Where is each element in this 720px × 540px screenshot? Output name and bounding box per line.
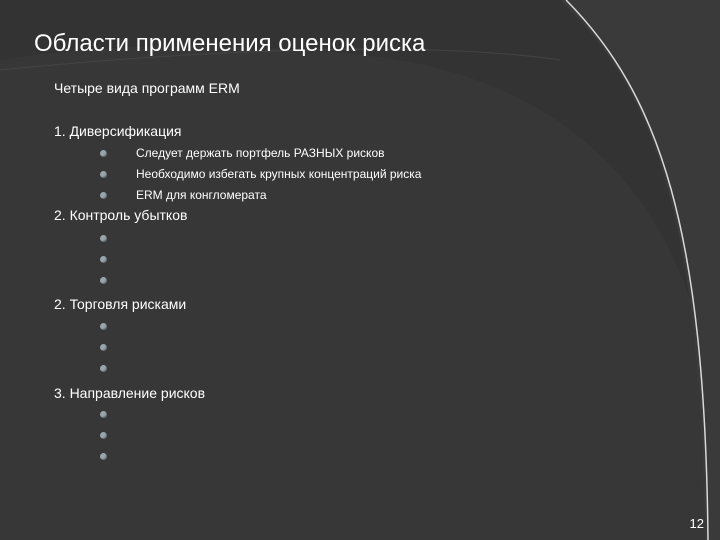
bullet-icon (100, 277, 107, 284)
bullet-icon (100, 150, 107, 157)
bullet-icon (100, 323, 107, 330)
bullet-icon (100, 256, 107, 263)
section-heading-risk-direction: 3. Направление рисков (54, 385, 206, 401)
bullet-icon (100, 192, 107, 199)
bullet-icon (100, 171, 107, 178)
bullet-icon (100, 235, 107, 242)
bullet-icon (100, 411, 107, 418)
bullet-text: Необходимо избегать крупных концентраций риска (136, 167, 422, 181)
section-heading-loss-control: 2. Контроль убытков (54, 207, 188, 223)
page-number: 12 (689, 516, 704, 531)
bullet-icon (100, 365, 107, 372)
bullet-icon (100, 453, 107, 460)
bullet-icon (100, 432, 107, 439)
section-heading-risk-trading: 2. Торговля рисками (54, 296, 187, 312)
bullet-icon (100, 344, 107, 351)
slide-subtitle: Четыре вида программ ERM (54, 80, 240, 96)
section-heading-diversification: 1. Диверсификация (54, 123, 182, 139)
slide-title: Области применения оценок риска (34, 30, 426, 57)
bullet-text: Следует держать портфель РАЗНЫХ рисков (136, 146, 385, 160)
bullet-text: ERM для конгломерата (136, 188, 267, 202)
